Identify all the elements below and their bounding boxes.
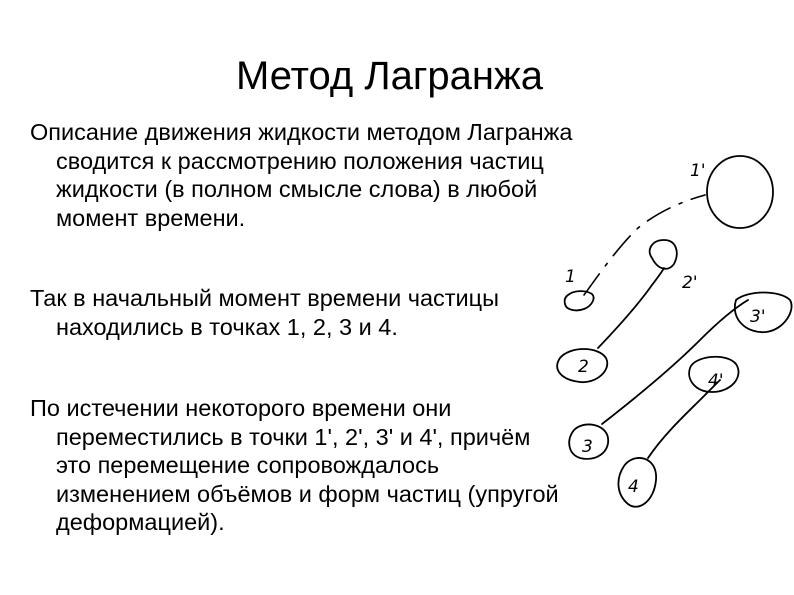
- particle-3-prime-label: 3': [750, 307, 766, 327]
- slide-title-text: Метод Лагранжа: [235, 54, 544, 98]
- particle-2-prime-shape: [650, 240, 677, 269]
- particle-1-prime-shape: [707, 156, 773, 228]
- particle-sketch-svg: [540, 140, 794, 560]
- paragraph-initial-positions: Так в начальный момент времени частицы находились в точках 1, 2, 3 и 4.: [30, 285, 500, 340]
- particle-2-label: 2: [578, 357, 589, 377]
- trajectory-2: [598, 268, 664, 348]
- paragraph-lagrange-description: Описание движения жидкости методом Лагранжа сводится к рассмотрению положения частиц жидкости (в полном смысле слова) в любой момент времени.: [30, 119, 573, 231]
- particle-sketch: [540, 140, 794, 560]
- particle-4-label: 4: [628, 477, 639, 497]
- particle-1-label: 1: [565, 267, 576, 287]
- paragraph-displacement: По истечении некоторого времени они переместились в точки 1', 2', 3' и 4', причём это перемещение сопровождалось изменением объёмов и форм частиц (упругой деформацией).: [30, 395, 559, 535]
- particle-1-shape: [565, 291, 594, 310]
- particle-4-prime-label: 4': [708, 371, 724, 391]
- particle-2-prime-label: 2': [682, 273, 698, 293]
- particle-3-label: 3: [582, 437, 593, 457]
- slide-title: [0, 52, 794, 100]
- particle-1-prime-label: 1': [690, 161, 706, 181]
